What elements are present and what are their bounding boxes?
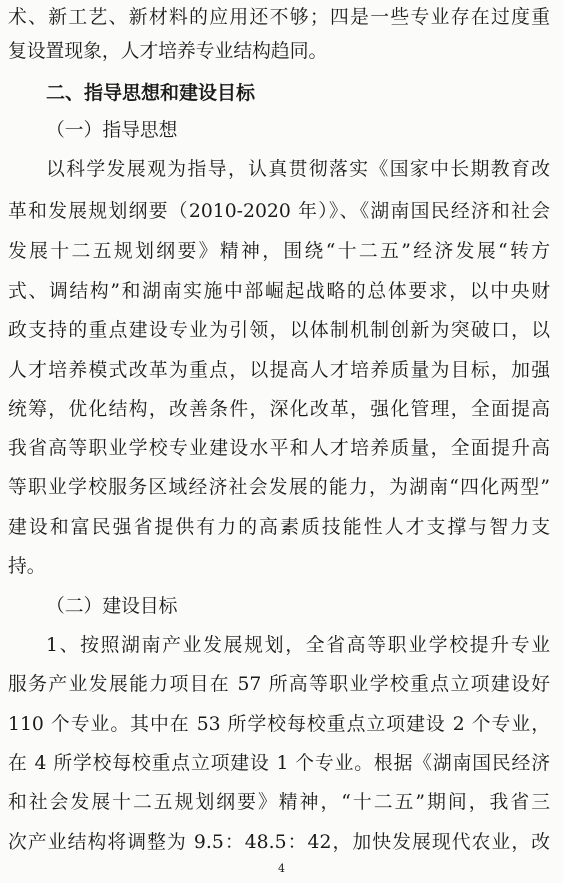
body-text-line: 人才培养模式改革为重点，以提高人才培养质量为目标，加强 <box>8 360 550 381</box>
body-text-line: 我省高等职业学校专业建设水平和人才培养质量，全面提升高 <box>8 438 550 459</box>
body-text-line: 发展十二五规划纲要》精神，围绕“十二五”经济发展“转方 <box>8 241 550 262</box>
body-text-line: （二）建设目标 <box>46 596 178 617</box>
body-text-line: 持。 <box>8 556 46 577</box>
body-text-line: 等职业学校服务区域经济社会发展的能力，为湖南“四化两型” <box>8 477 550 498</box>
body-text-line: 统筹，优化结构，改善条件，深化改革，强化管理，全面提高 <box>8 399 550 420</box>
body-text-line: 建设和富民强省提供有力的高素质技能性人才支撑与智力支 <box>8 517 550 538</box>
body-text-line: 110 个专业。其中在 53 所学校每校重点立项建设 2 个专业， <box>8 714 550 735</box>
body-text-line: 服务产业发展能力项目在 57 所高等职业学校重点立项建设好 <box>8 674 550 695</box>
body-text-line: 术、新工艺、新材料的应用还不够；四是一些专业存在过度重 <box>8 7 550 28</box>
page-number: 4 <box>278 862 285 875</box>
body-text-line: 和社会发展十二五规划纲要》精神，“十二五”期间，我省三 <box>8 792 550 813</box>
body-text-line: 以科学发展观为指导，认真贯彻落实《国家中长期教育改 <box>46 159 550 180</box>
body-text-line: 1、按照湖南产业发展规划，全省高等职业学校提升专业 <box>46 635 550 656</box>
body-text-line: 复设置现象，人才培养专业结构趋同。 <box>8 41 328 62</box>
body-text-line: 式、调结构”和湖南实施中部崛起战略的总体要求，以中央财 <box>8 281 550 302</box>
section-heading: 二、指导思想和建设目标 <box>46 82 256 104</box>
body-text-line: 革和发展规划纲要（2010-2020 年）》、《湖南国民经济和社会 <box>8 201 550 222</box>
body-text-line: 政支持的重点建设专业为引领，以体制机制创新为突破口，以 <box>8 320 550 341</box>
body-text-line: 在 4 所学校每校重点立项建设 1 个专业。根据《湖南国民经济 <box>8 753 550 774</box>
body-text-line: （一）指导思想 <box>46 120 178 141</box>
body-text-line: 次产业结构将调整为 9.5：48.5：42，加快发展现代农业，改 <box>8 832 550 853</box>
